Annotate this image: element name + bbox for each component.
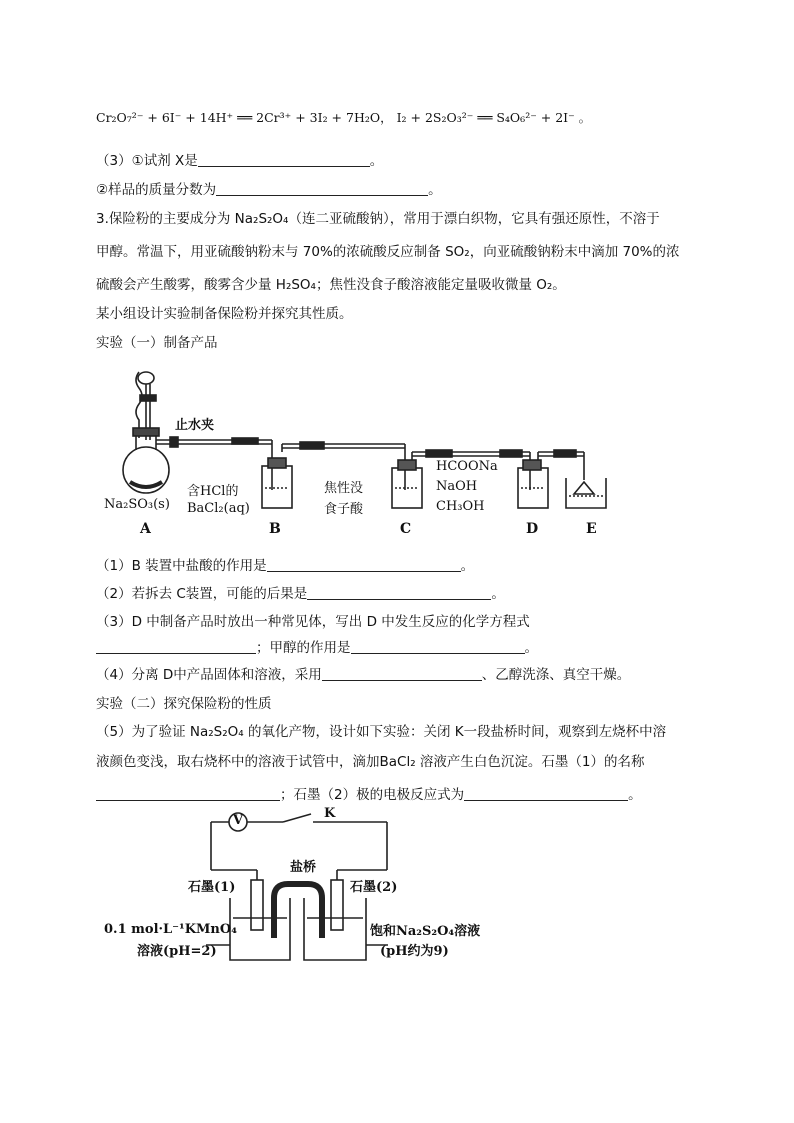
intro-line-1: 3.保险粉的主要成分为 Na₂S₂O₄（连二亚硫酸钠），常用于漂白织物，它具有强还原性，不溶于: [96, 211, 660, 227]
intro-line-4: 某小组设计实验制备保险粉并探究其性质。: [96, 306, 353, 322]
reagent-b-line1: 含HCl的: [187, 484, 239, 499]
q5-suffix: 。: [628, 787, 642, 803]
reagent-c-line2: 食子酸: [324, 502, 364, 517]
reagent-c-line1: 焦性没: [324, 481, 364, 496]
q3-mid: ；甲醇的作用是: [256, 640, 351, 656]
label-a: A: [140, 521, 151, 537]
q1-prefix: （1）B 装置中盐酸的作用是: [96, 558, 267, 574]
reagent-d-line3: CH₃OH: [436, 499, 485, 514]
q3-equation-blank[interactable]: [96, 639, 256, 654]
clamp-label: 止水夹: [175, 418, 215, 433]
q5-line-1: （5）为了验证 Na₂S₂O₄ 的氧化产物，设计如下实验：关闭 K一段盐桥时间，观察到左烧杯中溶: [96, 724, 667, 740]
label-c: C: [400, 521, 412, 537]
q5-line-2: 液颜色变浅，取右烧杯中的溶液于试管中，滴加BaCl₂ 溶液产生白色沉淀。石墨（1）的名称: [96, 754, 645, 770]
q3-methanol-blank[interactable]: [351, 639, 525, 654]
q4-prefix: （4）分离 D中产品固体和溶液，采用: [96, 667, 322, 683]
label-d: D: [526, 521, 539, 537]
reagent-a: Na₂SO₃(s): [104, 497, 170, 512]
q4-suffix: 、乙醇洗涤、真空干燥。: [481, 667, 631, 683]
reagent-d-line2: NaOH: [436, 479, 478, 494]
label-e: E: [586, 521, 597, 537]
q5-line-3: [96, 785, 642, 805]
q2-answer-blank[interactable]: [307, 585, 491, 600]
electrode-1-label: 石墨(1): [188, 880, 236, 895]
switch-label: K: [324, 806, 336, 821]
left-solution-line1: 0.1 mol·L⁻¹KMnO₄: [104, 922, 237, 937]
q5-mid: ；石墨（2）极的电极反应式为: [280, 787, 465, 803]
q2-line: [96, 584, 505, 604]
q3b-prefix: ②样品的质量分数为: [96, 182, 217, 198]
reagent-d-line1: HCOONa: [436, 459, 498, 474]
equation-1: Cr₂O₇²⁻ + 6I⁻ + 14H⁺ ══ 2Cr³⁺ + 3I₂ + 7H₂O，: [96, 110, 393, 125]
reagent-b-line2: BaCl₂(aq): [187, 501, 250, 516]
left-solution-line2: 溶液(pH=2): [137, 944, 217, 959]
equation-2: I₂ + 2S₂O₃²⁻ ══ S₄O₆²⁻ + 2I⁻ 。: [396, 110, 592, 125]
right-solution-line2: (pH约为9): [380, 944, 449, 959]
q4-answer-blank[interactable]: [322, 666, 482, 681]
q3-suffix: 。: [524, 640, 538, 656]
q5-name-blank[interactable]: [96, 786, 280, 801]
q5-reaction-blank[interactable]: [464, 786, 628, 801]
intro-line-2: 甲醇。常温下，用亚硫酸钠粉末与 70%的浓硫酸反应制备 SO₂，向亚硫酸钠粉末中滴加 70%的浓: [96, 244, 680, 260]
q1-suffix: 。: [460, 558, 475, 574]
salt-bridge-label: 盐桥: [290, 860, 317, 875]
q1-answer-blank[interactable]: [267, 557, 461, 572]
q3b-suffix: 。: [428, 182, 442, 198]
q3-line-2: [96, 638, 538, 658]
label-b: B: [269, 521, 281, 537]
q4-line: [96, 665, 630, 685]
voltmeter-label: V: [233, 813, 244, 828]
q2-prefix: （2）若拆去 C装置，可能的后果是: [96, 586, 308, 602]
q2-suffix: 。: [491, 586, 505, 602]
right-solution-line1: 饱和Na₂S₂O₄溶液: [370, 924, 481, 939]
q3-line-1: （3）D 中制备产品时放出一种常见体，写出 D 中发生反应的化学方程式: [96, 614, 530, 630]
experiment-1-title: 实验（一）制备产品: [96, 335, 218, 351]
electrode-2-label: 石墨(2): [350, 880, 398, 895]
q1-line: [96, 556, 474, 576]
q3a-suffix: 。: [369, 153, 384, 169]
experiment-2-title: 实验（二）探究保险粉的性质: [96, 696, 272, 712]
switch-k: [283, 814, 311, 822]
intro-line-3: 硫酸会产生酸雾，酸雾含少量 H₂SO₄；焦性没食子酸溶液能定量吸收微量 O₂。: [96, 277, 566, 293]
q3a-prefix: （3）①试剂 X是: [96, 153, 198, 169]
